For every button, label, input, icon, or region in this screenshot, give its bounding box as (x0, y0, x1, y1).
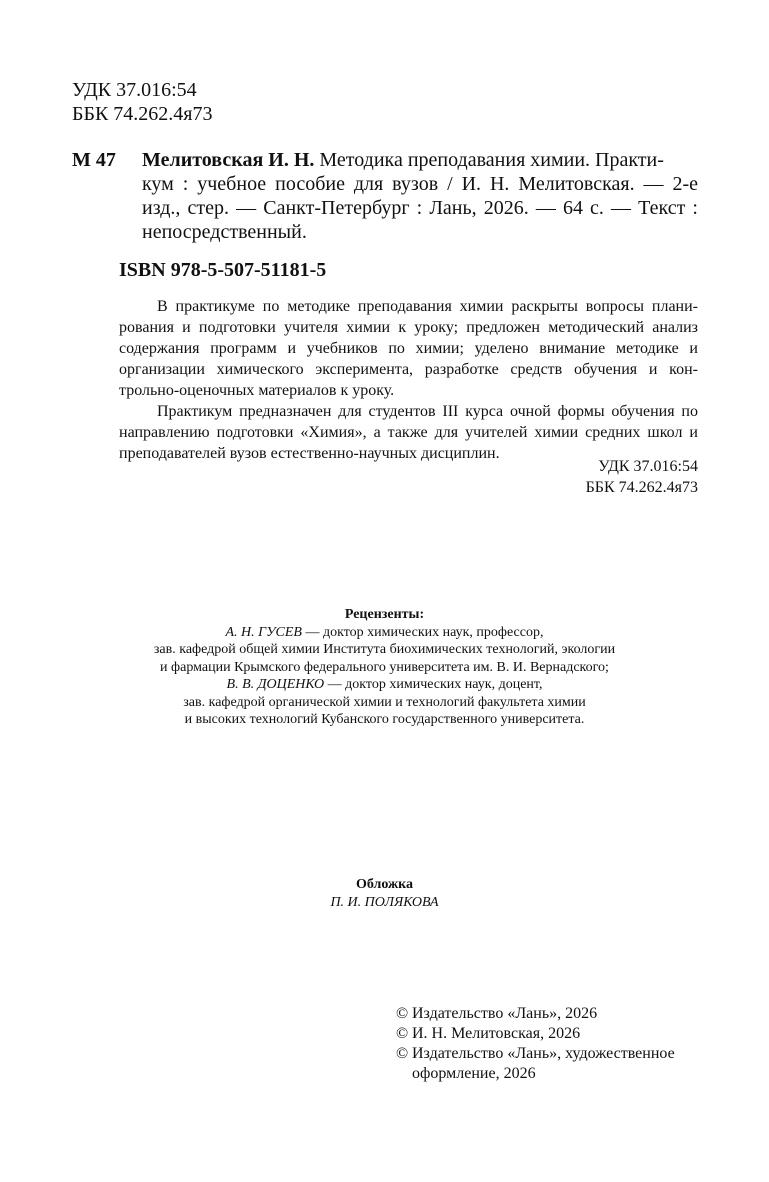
reviewer-2-line-2: зав. кафедрой органической химии и технологий факультета химии (183, 694, 586, 710)
reviewer-2-line-1 (110, 676, 659, 694)
reviewers-block (110, 606, 659, 729)
copyright-text-3 (412, 1044, 716, 1084)
reviewer-2-title: — доктор химических наук, доцент, (324, 677, 543, 692)
bbk-code-right: ББК 74.262.4я73 (585, 479, 698, 496)
title-start: Методика преподавания химии. Практи- (314, 149, 664, 171)
abstract-paragraph-1: В практикуме по методике преподавания химии раскрыты вопросы планирования и подготовки учителя химии к уроку; предложен методический анализ содержания программ и учебников по химии; уделено внимание методике и организации химического эксперимента, разработке средств обучения и контрольно-оценочных материалов к уроку. (119, 298, 698, 399)
copyright-icon: © (396, 1045, 409, 1062)
copyright-text-2: И. Н. Мелитовская, 2026 (412, 1025, 581, 1042)
copyright-line-2 (396, 1024, 716, 1044)
reviewers-heading: Рецензенты: (344, 607, 425, 622)
copyright-icon: © (396, 1025, 409, 1042)
reviewer-2-line-3: и высоких технологий Кубанского государственного университета. (184, 712, 585, 727)
bbk-code: ББК 74.262.4я73 (72, 103, 213, 125)
description-line-1 (142, 148, 698, 172)
copyright-text-3a: Издательство «Лань», художественное (412, 1045, 675, 1062)
udk-code: УДК 37.016:54 (72, 79, 197, 101)
udk-code-right: УДК 37.016:54 (598, 458, 698, 475)
reviewer-1-line-2: зав. кафедрой общей химии Института биохимических технологий, экологии (153, 642, 616, 657)
description-line-3: изд., стер. — Санкт-Петербург : Лань, 2026. — 64 с. — Текст : (142, 197, 698, 219)
cover-designer-name: П. И. ПОЛЯКОВА (330, 894, 439, 910)
cover-credit (210, 876, 559, 911)
classification-codes-right (560, 456, 698, 498)
abstract (119, 296, 698, 464)
description-line-4: непосредственный. (142, 221, 307, 243)
copyright-line-3 (396, 1044, 716, 1084)
description-line-2: кум : учебное пособие для вузов / И. Н. Мелитовская. — 2-е (142, 173, 698, 195)
isbn: ISBN 978-5-507-51181-5 (119, 259, 327, 281)
abstract-paragraph-2: Практикум предназначен для студентов III курса очной формы обучения по направлению подготовки «Химия», а также для учителей химии средних школ и преподавателей вузов естественно-научных дисциплин. (119, 403, 698, 462)
copyright-text-3b: оформление, 2026 (412, 1065, 536, 1082)
cover-heading: Обложка (355, 877, 414, 892)
copyright-icon: © (396, 1005, 409, 1022)
author-mark: М 47 (72, 149, 116, 171)
bibliographic-description (142, 148, 698, 244)
reviewer-1-line-1 (110, 624, 659, 642)
reviewer-2-name: В. В. ДОЦЕНКО (226, 677, 325, 692)
reviewer-1-line-3: и фармации Крымского федерального университета им. В. И. Вернадского; (160, 659, 609, 675)
copyright-block (396, 1004, 716, 1084)
classification-codes-top (72, 78, 213, 126)
reviewer-1-title: — доктор химических наук, профессор, (302, 624, 544, 640)
catalog-entry (72, 148, 698, 244)
reviewer-1-name: А. Н. ГУСЕВ (225, 624, 302, 640)
copyright-line-1 (396, 1004, 716, 1024)
author-name: Мелитовская И. Н. (142, 149, 315, 171)
copyright-text-1: Издательство «Лань», 2026 (412, 1005, 598, 1022)
